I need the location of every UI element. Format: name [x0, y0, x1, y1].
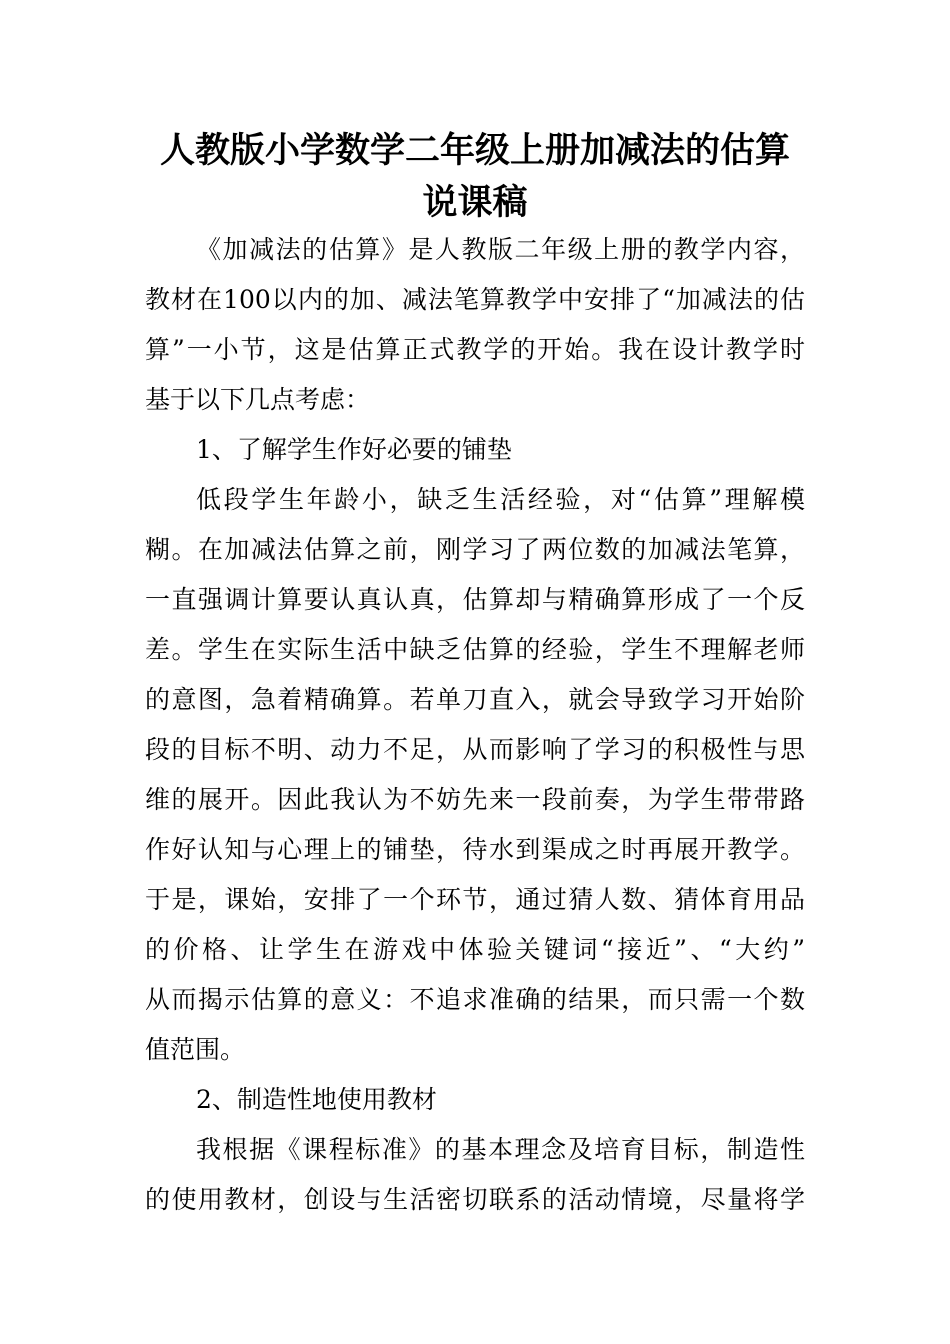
paragraph-line: 低段学生年龄小，缺乏生活经验，对“估算”理解模 [196, 485, 805, 514]
paragraph-line: 基于以下几点考虑： [145, 385, 371, 414]
paragraph-line: 我根据《课程标准》的基本理念及培育目标，制造性 [196, 1135, 805, 1164]
paragraph-line: 一直强调计算要认真认真，估算却与精确算形成了一个反 [145, 585, 805, 614]
paragraph-line: 的价格、让学生在游戏中体验关键词“接近”、“大约” [145, 935, 805, 964]
paragraph-line: 教材在100以内的加、减法笔算教学中安排了“加减法的估 [145, 285, 805, 314]
paragraph-line: 的使用教材，创设与生活密切联系的活动情境，尽量将学 [145, 1185, 805, 1214]
paragraph-line: 算”一小节，这是估算正式教学的开始。我在设计教学时 [145, 335, 805, 364]
paragraph-line: 糊。在加减法估算之前，刚学习了两位数的加减法笔算， [145, 535, 805, 564]
paragraph-line: 差。学生在实际生活中缺乏估算的经验，学生不理解老师 [145, 635, 805, 664]
paragraph-line: 段的目标不明、动力不足，从而影响了学习的积极性与思 [145, 735, 805, 764]
document-title-line-2: 说课稿 [422, 183, 528, 223]
paragraph-line: 《加减法的估算》是人教版二年级上册的教学内容， [196, 235, 805, 264]
paragraph-line: 的意图，急着精确算。若单刀直入，就会导致学习开始阶 [145, 685, 805, 714]
document-title-line-1: 人教版小学数学二年级上册加减法的估算 [159, 131, 790, 171]
paragraph-line: 作好认知与心理上的铺垫，待水到渠成之时再展开教学。 [145, 835, 805, 864]
section-heading-1: 1、了解学生作好必要的铺垫 [196, 435, 512, 464]
paragraph-line: 从而揭示估算的意义：不追求准确的结果，而只需一个数 [145, 985, 805, 1014]
paragraph-line: 于是，课始，安排了一个环节，通过猜人数、猜体育用品 [145, 885, 805, 914]
section-heading-2: 2、制造性地使用教材 [196, 1085, 437, 1114]
paragraph-line: 维的展开。因此我认为不妨先来一段前奏，为学生带带路 [145, 785, 805, 814]
paragraph-line: 值范围。 [145, 1035, 246, 1064]
